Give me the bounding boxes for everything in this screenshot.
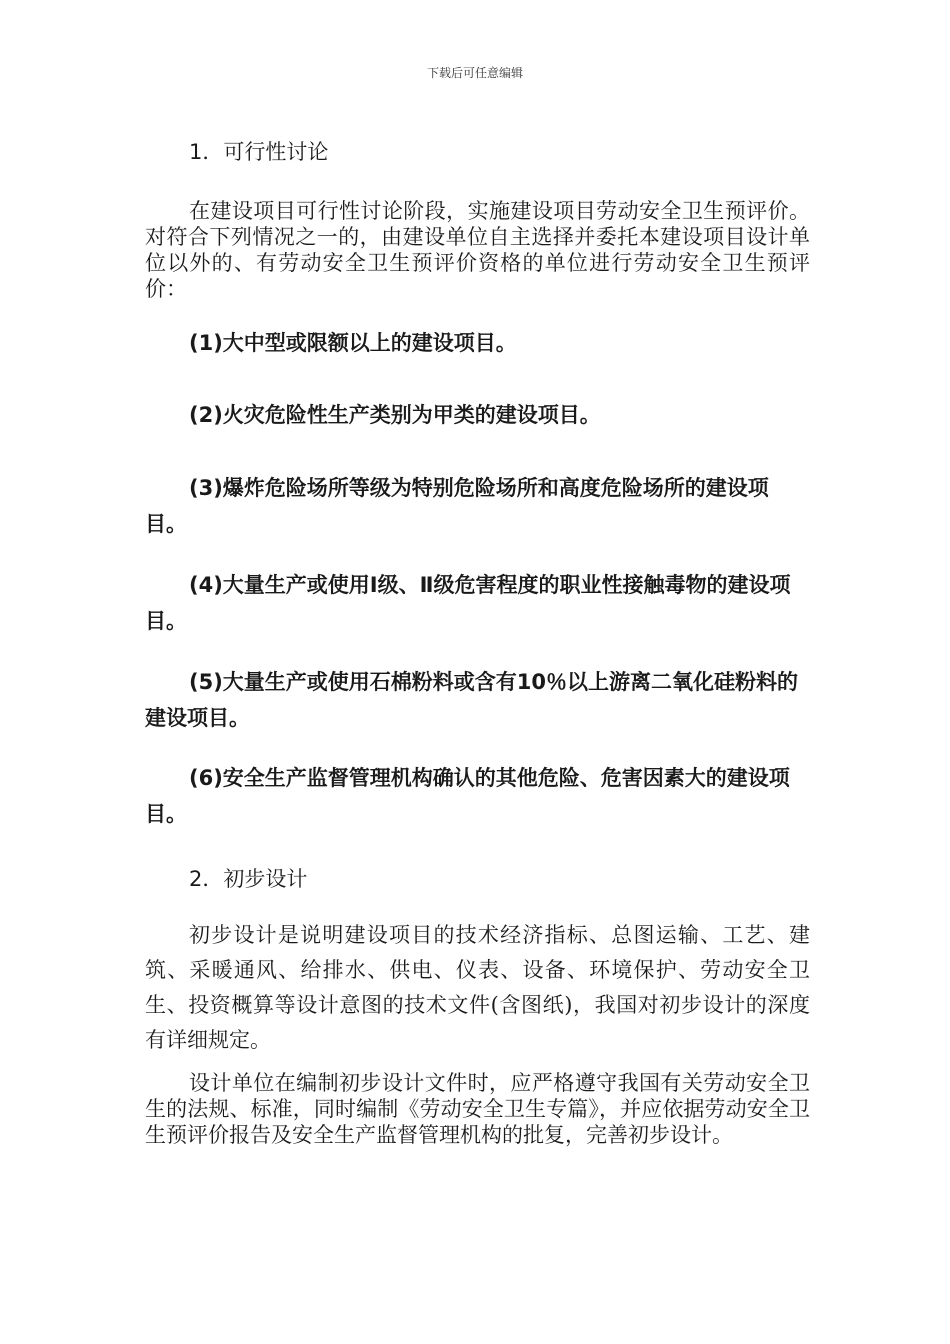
page-header-note: 下载后可任意编辑 — [426, 66, 523, 80]
list-item-1: (1)大中型或限额以上的建设项目。 — [189, 331, 517, 355]
section2-paragraph-1: 初步设计是说明建设项目的技术经济指标、总图运输、工艺、建筑、采暖通风、给排水、供电、仪表、设备、环境保护、劳动安全卫生、投资概算等设计意图的技术文件(含图纸)，我国对初步设计的深度有详细规定。 — [145, 923, 810, 1052]
list-item-6: (6)安全生产监督管理机构确认的其他危险、危害因素大的建设项目。 — [145, 766, 790, 826]
section1-heading: 1．可行性讨论 — [189, 140, 329, 164]
section2-heading: 2．初步设计 — [189, 867, 308, 891]
section1-intro-paragraph: 在建设项目可行性讨论阶段，实施建设项目劳动安全卫生预评价。对符合下列情况之一的，由建设单位自主选择并委托本建设项目设计单位以外的、有劳动安全卫生预评价资格的单位进行劳动安全卫生预评价： — [145, 199, 810, 301]
list-item-4: (4)大量生产或使用Ⅰ级、Ⅱ级危害程度的职业性接触毒物的建设项目。 — [145, 573, 791, 633]
list-item-5: (5)大量生产或使用石棉粉料或含有10％以上游离二氧化硅粉料的建设项目。 — [145, 670, 799, 730]
list-item-2: (2)火灾危险性生产类别为甲类的建设项目。 — [189, 403, 601, 427]
section2-paragraph-2: 设计单位在编制初步设计文件时，应严格遵守我国有关劳动安全卫生的法规、标准，同时编制《劳动安全卫生专篇》，并应依据劳动安全卫生预评价报告及安全生产监督管理机构的批复，完善初步设计。 — [145, 1071, 810, 1147]
list-item-3: (3)爆炸危险场所等级为特别危险场所和高度危险场所的建设项目。 — [145, 476, 769, 536]
